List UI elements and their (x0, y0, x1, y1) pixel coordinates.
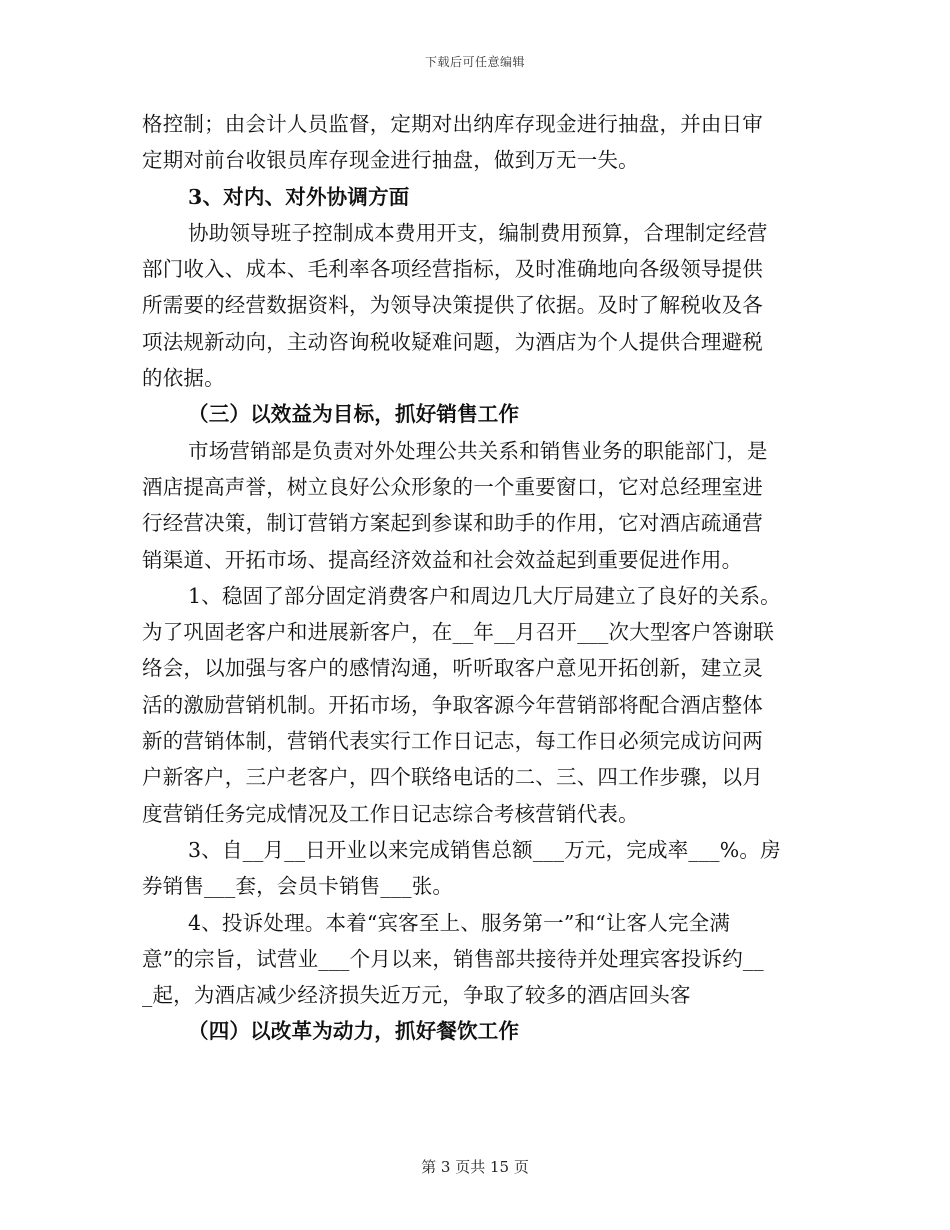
text-line: 定期对前台收银员库存现金进行抽盘，做到万无一失。 (142, 148, 639, 173)
text-line: 所需要的经营数据资料，为领导决策提供了依据。及时了解税收及各 (142, 293, 763, 318)
text-line: 市场营销部是负责对外处理公共关系和销售业务的职能部门，是 (188, 438, 768, 463)
text-line: 为了巩固老客户和进展新客户，在__年__月召开___次大型客户答谢联 (142, 620, 775, 645)
text-line: 项法规新动向，主动咨询税收疑难问题，为酒店为个人提供合理避税 (142, 329, 763, 354)
text-line: 酒店提高声誉，树立良好公众形象的一个重要窗口，它对总经理室进 (142, 474, 763, 499)
text-line: 络会，以加强与客户的感情沟通，听听取客户意见开拓创新，建立灵 (142, 656, 763, 681)
section-heading: 3、对内、对外协调方面 (188, 184, 410, 209)
text-line: 的依据。 (142, 366, 225, 391)
text-line: 活的激励营销机制。开拓市场，争取客源今年营销部将配合酒店整体 (142, 692, 763, 717)
section-heading: （四）以改革为动力，抓好餐饮工作 (188, 1019, 520, 1044)
text-line: 3、自__月__日开业以来完成销售总额___万元，完成率___%。房 (188, 837, 781, 862)
text-line: 户新客户，三户老客户，四个联络电话的二、三、四工作步骤，以月 (142, 765, 763, 790)
text-line: _起，为酒店减少经济损失近万元，争取了较多的酒店回头客 (142, 983, 691, 1008)
text-line: 新的营销体制，营销代表实行工作日记志，每工作日必须完成访问两 (142, 729, 763, 754)
text-line: 部门收入、成本、毛利率各项经营指标，及时准确地向各级领导提供 (142, 257, 763, 282)
text-line: 意”的宗旨，试营业___个月以来，销售部共接待并处理宾客投诉约__ (142, 946, 764, 971)
text-line: 协助领导班子控制成本费用开支，编制费用预算，合理制定经营 (188, 220, 768, 245)
text-line: 格控制；由会计人员监督，定期对出纳库存现金进行抽盘，并由日审 (142, 112, 763, 136)
page-header: 下载后可任意编辑 (424, 55, 525, 69)
page-footer: 第 3 页共 15 页 (421, 1158, 529, 1176)
text-line: 券销售___套，会员卡销售___张。 (142, 874, 454, 899)
text-line: 行经营决策，制订营销方案起到参谋和助手的作用，它对酒店疏通营 (142, 511, 763, 536)
text-line: 销渠道、开拓市场、提高经济效益和社会效益起到重要促进作用。 (142, 547, 743, 572)
document-body (142, 106, 810, 1050)
text-line: 1、稳固了部分固定消费客户和周边几大厅局建立了良好的关系。 (188, 583, 781, 608)
text-line: 度营销任务完成情况及工作日记志综合考核营销代表。 (142, 801, 639, 826)
text-line: 4、投诉处理。本着“宾客至上、服务第一”和“让客人完全满 (188, 910, 731, 935)
section-heading: （三）以效益为目标，抓好销售工作 (188, 402, 520, 427)
